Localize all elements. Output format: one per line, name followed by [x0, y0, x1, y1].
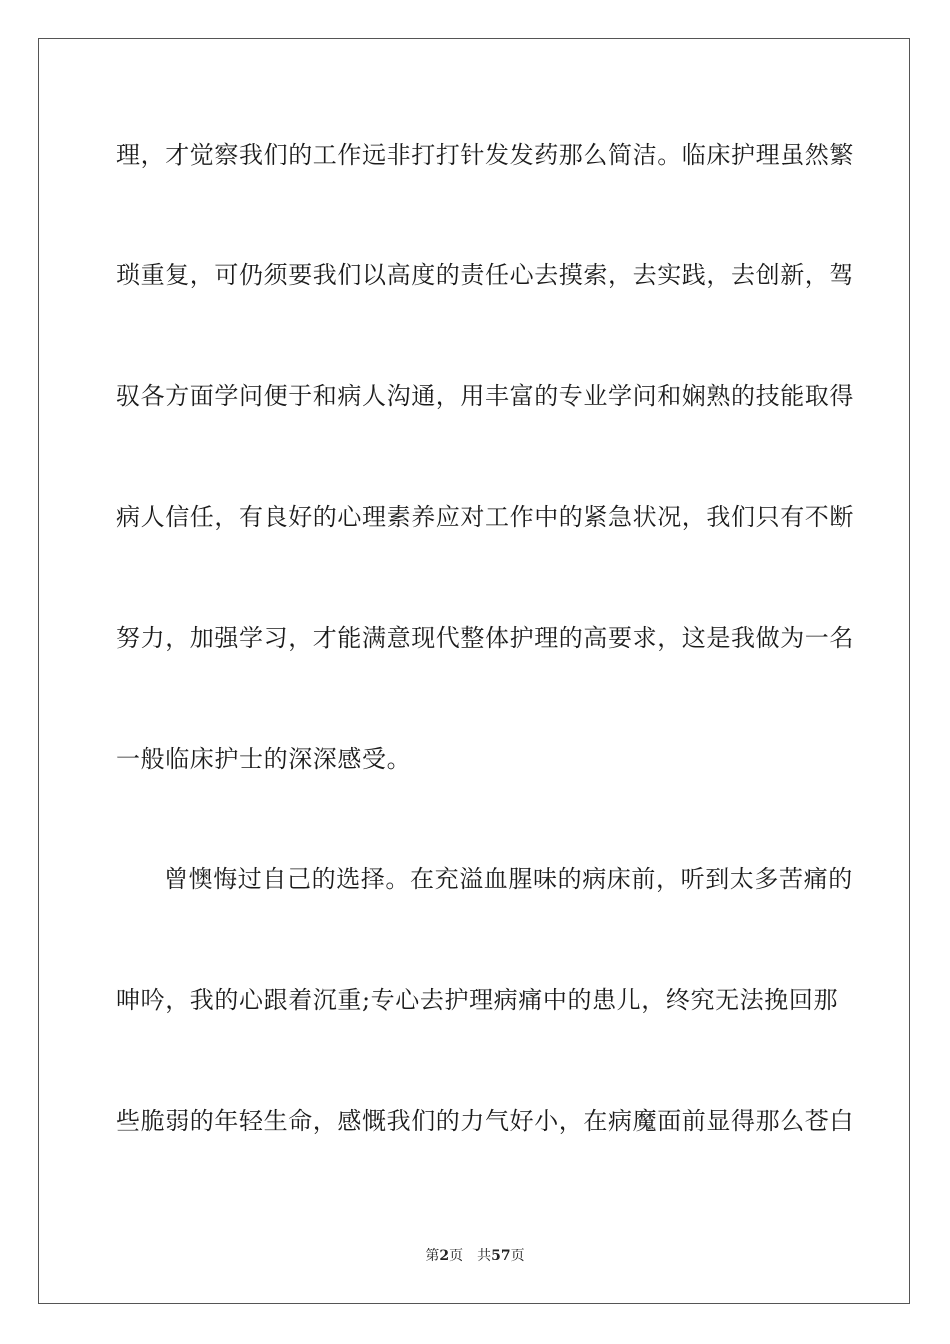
- page-suffix: 页: [449, 1248, 464, 1264]
- total-suffix: 页: [510, 1248, 525, 1264]
- text-line-4: 病人信任，有良好的心理素养应对工作中的紧急状况，我们只有不断: [116, 503, 854, 531]
- page-prefix: 第: [425, 1248, 440, 1264]
- page-number: 2: [439, 1248, 450, 1264]
- page-footer: [0, 1247, 950, 1265]
- text-line-2: 琐重复，可仍须要我们以高度的责任心去摸索，去实践，去创新，驾: [116, 261, 854, 289]
- text-line-9: 些脆弱的年轻生命，感慨我们的力气好小，在病魔面前显得那么苍白: [116, 1107, 854, 1135]
- text-line-8: 呻吟，我的心跟着沉重;专心去护理病痛中的患儿，终究无法挽回那: [116, 986, 839, 1014]
- total-pages: 57: [491, 1248, 511, 1264]
- text-line-7: 曾懊悔过自己的选择。在充溢血腥味的病床前，听到太多苦痛的: [164, 865, 853, 893]
- text-line-6: 一般临床护士的深深感受。: [116, 745, 412, 773]
- total-prefix: 共: [477, 1248, 492, 1264]
- text-line-5: 努力，加强学习，才能满意现代整体护理的高要求，这是我做为一名: [116, 624, 854, 652]
- text-line-3: 驭各方面学问便于和病人沟通，用丰富的专业学问和娴熟的技能取得: [116, 382, 854, 410]
- text-line-1: 理，才觉察我们的工作远非打打针发发药那么简洁。临床护理虽然繁: [116, 141, 854, 169]
